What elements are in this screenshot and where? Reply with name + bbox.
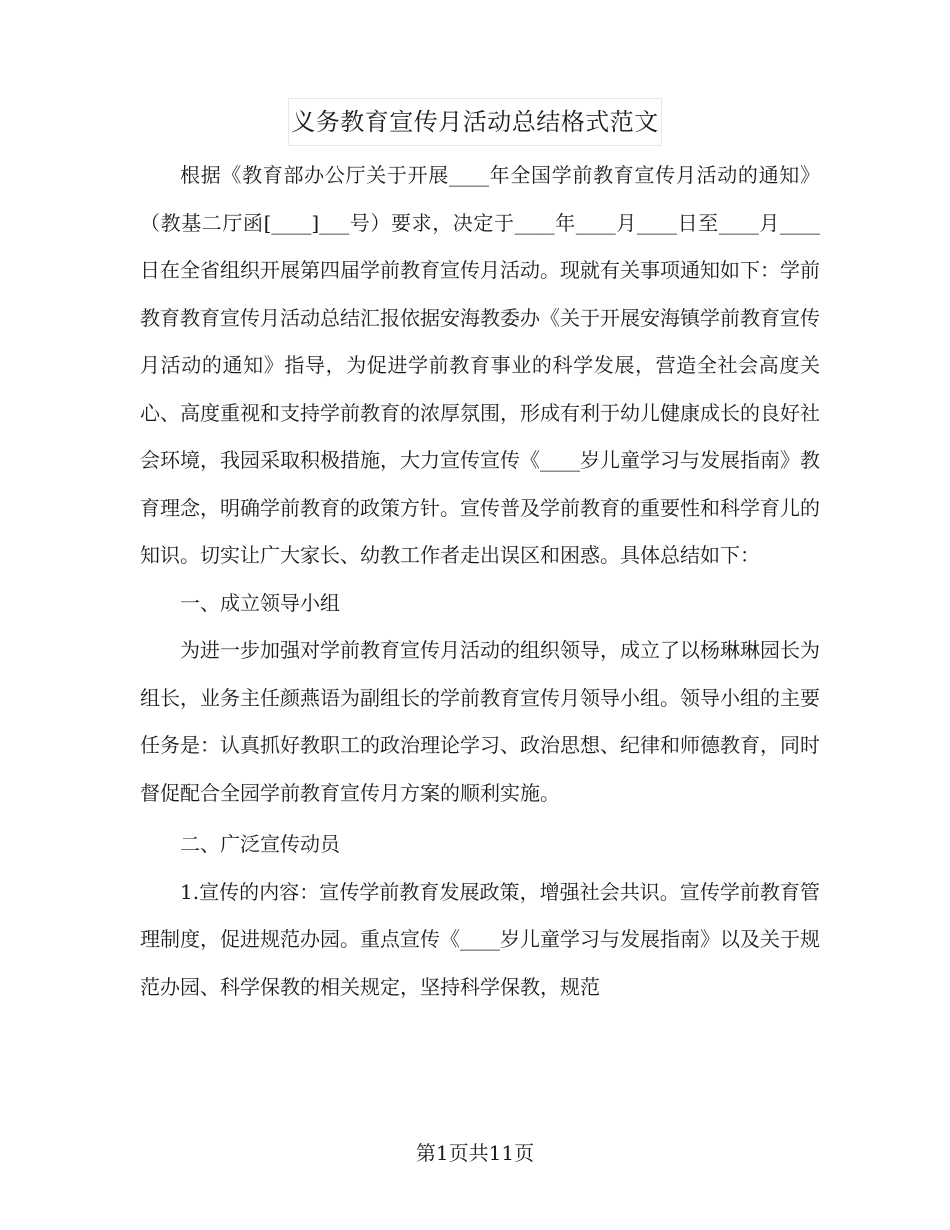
page-indicator: 第1页共11页 — [415, 1141, 535, 1165]
section-heading-1: 一、成立领导小组 — [180, 590, 340, 615]
paragraph-leadership: 为进一步加强对学前教育宣传月活动的组织领导，成立了以杨琳琳园长为组长，业务主任颜燕语为副组长的学前教育宣传月领导小组。领导小组的主要任务是：认真抓好教职工的政治理论学习、政治思想、纪律和师德教育，同时督促配合全园学前教育宣传月方案的顺利实施。 — [140, 638, 820, 805]
document-body — [140, 152, 820, 1011]
document-title: 义务教育宣传月活动总结格式范文 — [288, 98, 662, 146]
paragraph-intro: 根据《教育部办公厅关于开展____年全国学前教育宣传月活动的通知》（教基二厅函[____]___号）要求，决定于____年____月____日至____月____日在全省组织开展第四届学前教育宣传月活动。现就有关事项通知如下：学前教育教育宣传月活动总结汇报依据安海教委办《关于开展安海镇学前教育宣传月活动的通知》指导，为促进学前教育事业的科学发展，营造全社会高度关心、高度重视和支持学前教育的浓厚氛围，形成有利于幼儿健康成长的良好社会环境，我园采取积极措施，大力宣传宣传《____岁儿童学习与发展指南》教育理念，明确学前教育的政策方针。宣传普及学前教育的重要性和科学育儿的知识。切实让广大家长、幼教工作者走出误区和困惑。具体总结如下： — [140, 163, 820, 567]
section-heading-2: 二、广泛宣传动员 — [180, 832, 340, 856]
paragraph-publicity: 1.宣传的内容：宣传学前教育发展政策，增强社会共识。宣传学前教育管理制度，促进规范办园。重点宣传《____岁儿童学习与发展指南》以及关于规范办园、科学保教的相关规定，坚持科学保教，规范 — [140, 879, 820, 999]
